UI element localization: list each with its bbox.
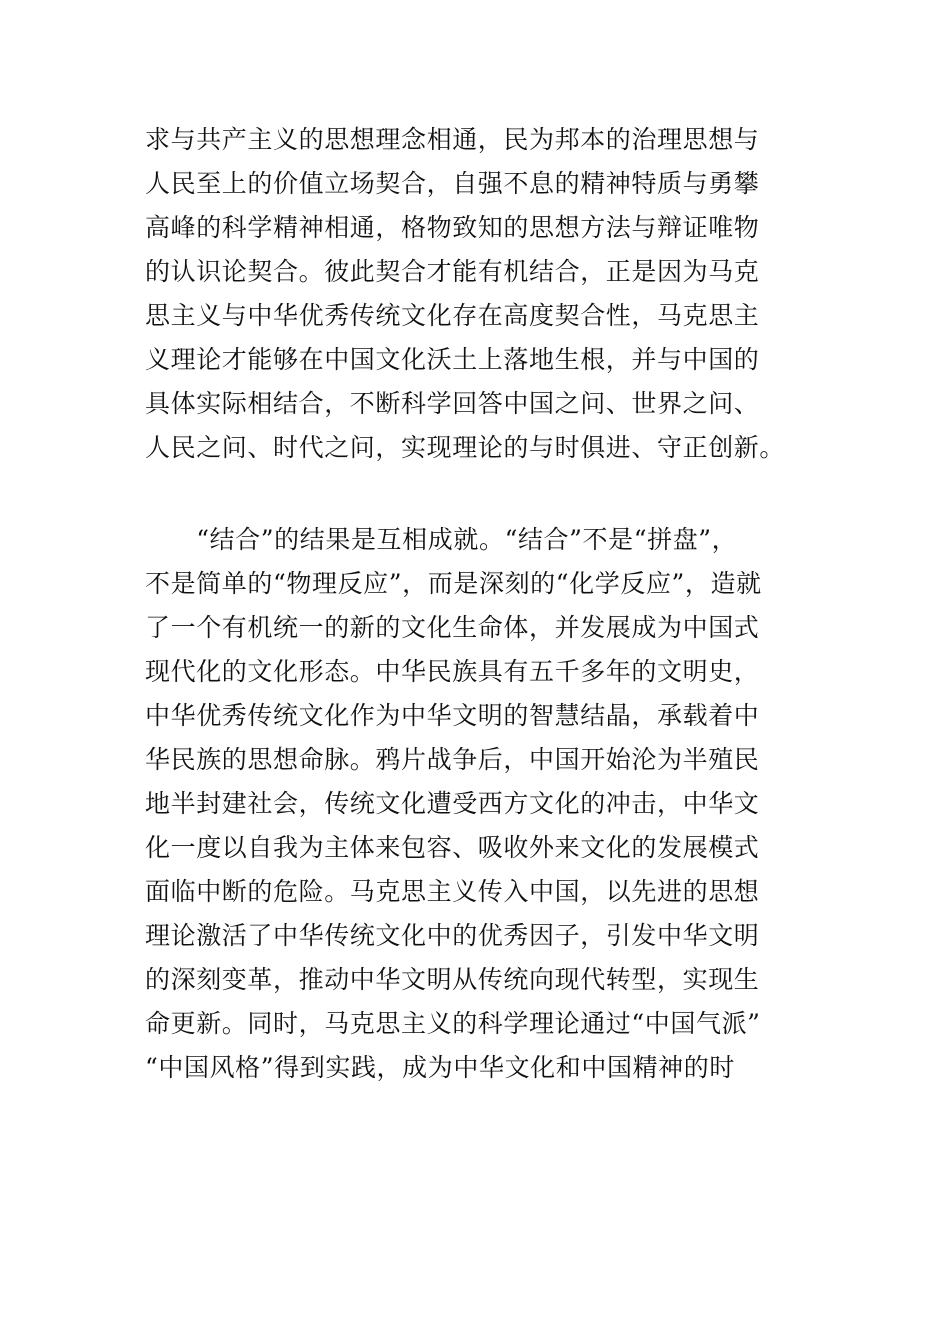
paragraph-line: 义理论才能够在中国文化沃土上落地生根，并与中国的 [145,345,760,374]
paragraph-line: 人民之问、时代之问，实现理论的与时俱进、守正创新。 [145,433,786,462]
paragraph-line: 高峰的科学精神相通，格物致知的思想方法与辩证唯物 [145,213,760,242]
paragraph-line: 的深刻变革，推动中华文明从传统向现代转型，实现生 [145,965,760,994]
paragraph-line: 化一度以自我为主体来包容、吸收外来文化的发展模式 [145,833,760,862]
paragraph-line: 求与共产主义的思想理念相通，民为邦本的治理思想与 [145,125,760,154]
paragraph-line: 中华优秀传统文化作为中华文明的智慧结晶，承载着中 [145,701,760,730]
paragraph-line: 面临中断的危险。马克思主义传入中国，以先进的思想 [145,877,760,906]
paragraph-line: 的认识论契合。彼此契合才能有机结合，正是因为马克 [145,257,760,286]
paragraph-line: 了一个有机统一的新的文化生命体，并发展成为中国式 [145,613,760,642]
paragraph-line: 命更新。同时，马克思主义的科学理论通过“中国气派” [145,1009,761,1038]
paragraph-line: 思主义与中华优秀传统文化存在高度契合性，马克思主 [145,301,760,330]
paragraph-line: 人民至上的价值立场契合，自强不息的精神特质与勇攀 [145,169,760,198]
paragraph-line: “结合”的结果是互相成就。“结合”不是“拼盘”， [145,525,738,554]
paragraph-line: 理论激活了中华传统文化中的优秀因子，引发中华文明 [145,921,760,950]
paragraph-line: 具体实际相结合，不断科学回答中国之问、世界之问、 [145,389,760,418]
paragraph-line: 华民族的思想命脉。鸦片战争后，中国开始沦为半殖民 [145,745,760,774]
paragraph-line: 地半封建社会，传统文化遭受西方文化的冲击，中华文 [145,789,760,818]
paragraph-line: “中国风格”得到实践，成为中华文化和中国精神的时 [145,1053,735,1082]
paragraph-2 [145,518,825,1090]
paragraph-1 [145,118,825,470]
paragraph-line: 不是简单的“物理反应”，而是深刻的“化学反应”，造就 [145,569,762,598]
paragraph-line: 现代化的文化形态。中华民族具有五千多年的文明史， [145,657,760,686]
